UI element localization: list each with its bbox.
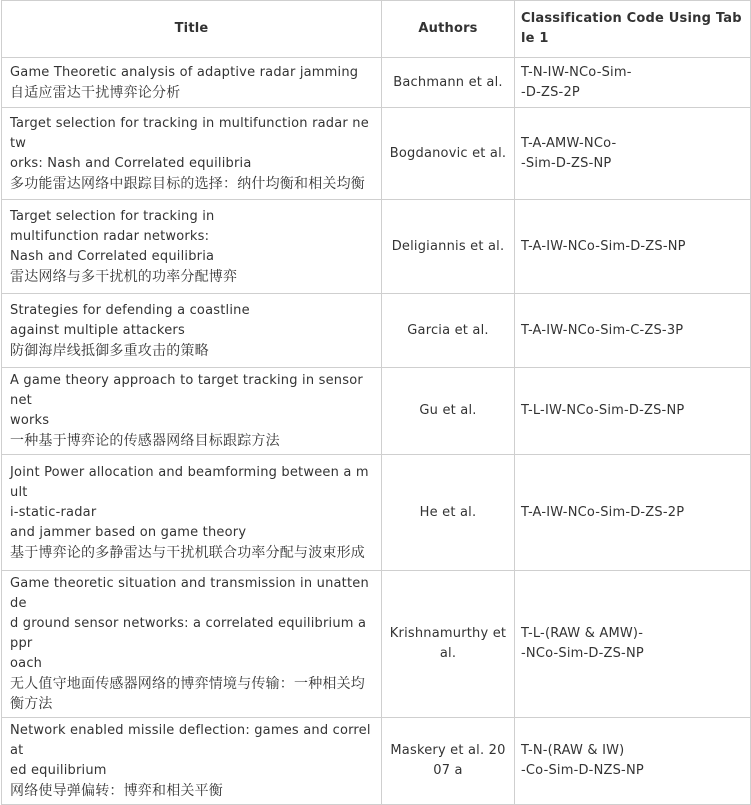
- title-cell: [2, 294, 382, 368]
- title-english: Strategies for defending a coastline against multiple attackers: [10, 302, 250, 338]
- title-chinese: 基于博弈论的多静雷达与干扰机联合功率分配与波束形成: [10, 544, 365, 561]
- authors-cell: Krishnamurthy et al.: [382, 571, 515, 718]
- table-row: [2, 368, 751, 455]
- title-cell: [2, 718, 382, 805]
- title-cell: [2, 200, 382, 294]
- title-english: Network enabled missile deflection: games and correlat ed equilibrium: [10, 723, 371, 778]
- authors-cell: Bachmann et al.: [382, 58, 515, 108]
- header-title: Title: [2, 1, 382, 58]
- title-cell: [2, 571, 382, 718]
- title-cell: [2, 108, 382, 200]
- title-cell: [2, 455, 382, 571]
- title-chinese: 防御海岸线抵御多重攻击的策略: [10, 342, 209, 359]
- title-english: Game Theoretic analysis of adaptive radar jamming: [10, 64, 359, 80]
- title-cell: [2, 58, 382, 108]
- code-cell: T-L-IW-NCo-Sim-D-ZS-NP: [515, 368, 751, 455]
- table-row: [2, 455, 751, 571]
- classification-table: [1, 0, 751, 805]
- table-row: [2, 718, 751, 805]
- title-english: Game theoretic situation and transmission in unattende d ground sensor networks: a correlated equilibrium appr oach: [10, 576, 369, 671]
- code-cell: T-N-(RAW & IW) -Co-Sim-D-NZS-NP: [515, 718, 751, 805]
- authors-cell: Maskery et al. 2007 a: [382, 718, 515, 805]
- title-chinese: 一种基于博弈论的传感器网络目标跟踪方法: [10, 433, 280, 449]
- authors-cell: Gu et al.: [382, 368, 515, 455]
- title-english: Target selection for tracking in multifunction radar networks: Nash and Correlated equilibria: [10, 208, 215, 264]
- code-cell: T-A-IW-NCo-Sim-D-ZS-NP: [515, 200, 751, 294]
- authors-cell: He et al.: [382, 455, 515, 571]
- title-chinese: 自适应雷达干扰博弈论分析: [10, 84, 181, 101]
- code-cell: T-A-AMW-NCo- -Sim-D-ZS-NP: [515, 108, 751, 200]
- code-cell: T-A-IW-NCo-Sim-D-ZS-2P: [515, 455, 751, 571]
- header-authors: Authors: [382, 1, 515, 58]
- authors-cell: Garcia et al.: [382, 294, 515, 368]
- title-chinese: 无人值守地面传感器网络的博弈情境与传输：一种相关均衡方法: [10, 676, 365, 712]
- code-cell: T-N-IW-NCo-Sim- -D-ZS-2P: [515, 58, 751, 108]
- title-english: A game theory approach to target tracking in sensor net works: [10, 373, 363, 428]
- header-classification-code: Classification Code Using Tab le 1: [515, 1, 751, 58]
- title-chinese: 网络使导弹偏转：博弈和相关平衡: [10, 783, 223, 799]
- title-chinese: 多功能雷达网络中跟踪目标的选择：纳什均衡和相关均衡: [10, 175, 365, 192]
- table-row: [2, 58, 751, 108]
- table-row: [2, 200, 751, 294]
- title-chinese: 雷达网络与多干扰机的功率分配博弈: [10, 268, 238, 285]
- table-row: [2, 108, 751, 200]
- table-row: [2, 571, 751, 718]
- code-cell: T-A-IW-NCo-Sim-C-ZS-3P: [515, 294, 751, 368]
- code-cell: T-L-(RAW & AMW)- -NCo-Sim-D-ZS-NP: [515, 571, 751, 718]
- title-cell: [2, 368, 382, 455]
- header-row: [2, 1, 751, 58]
- authors-cell: Deligiannis et al.: [382, 200, 515, 294]
- authors-cell: Bogdanovic et al.: [382, 108, 515, 200]
- title-english: Target selection for tracking in multifunction radar netw orks: Nash and Correlated equilibria: [10, 115, 369, 171]
- table-row: [2, 294, 751, 368]
- title-english: Joint Power allocation and beamforming between a mult i-static-radar and jammer based on game theory: [10, 464, 369, 540]
